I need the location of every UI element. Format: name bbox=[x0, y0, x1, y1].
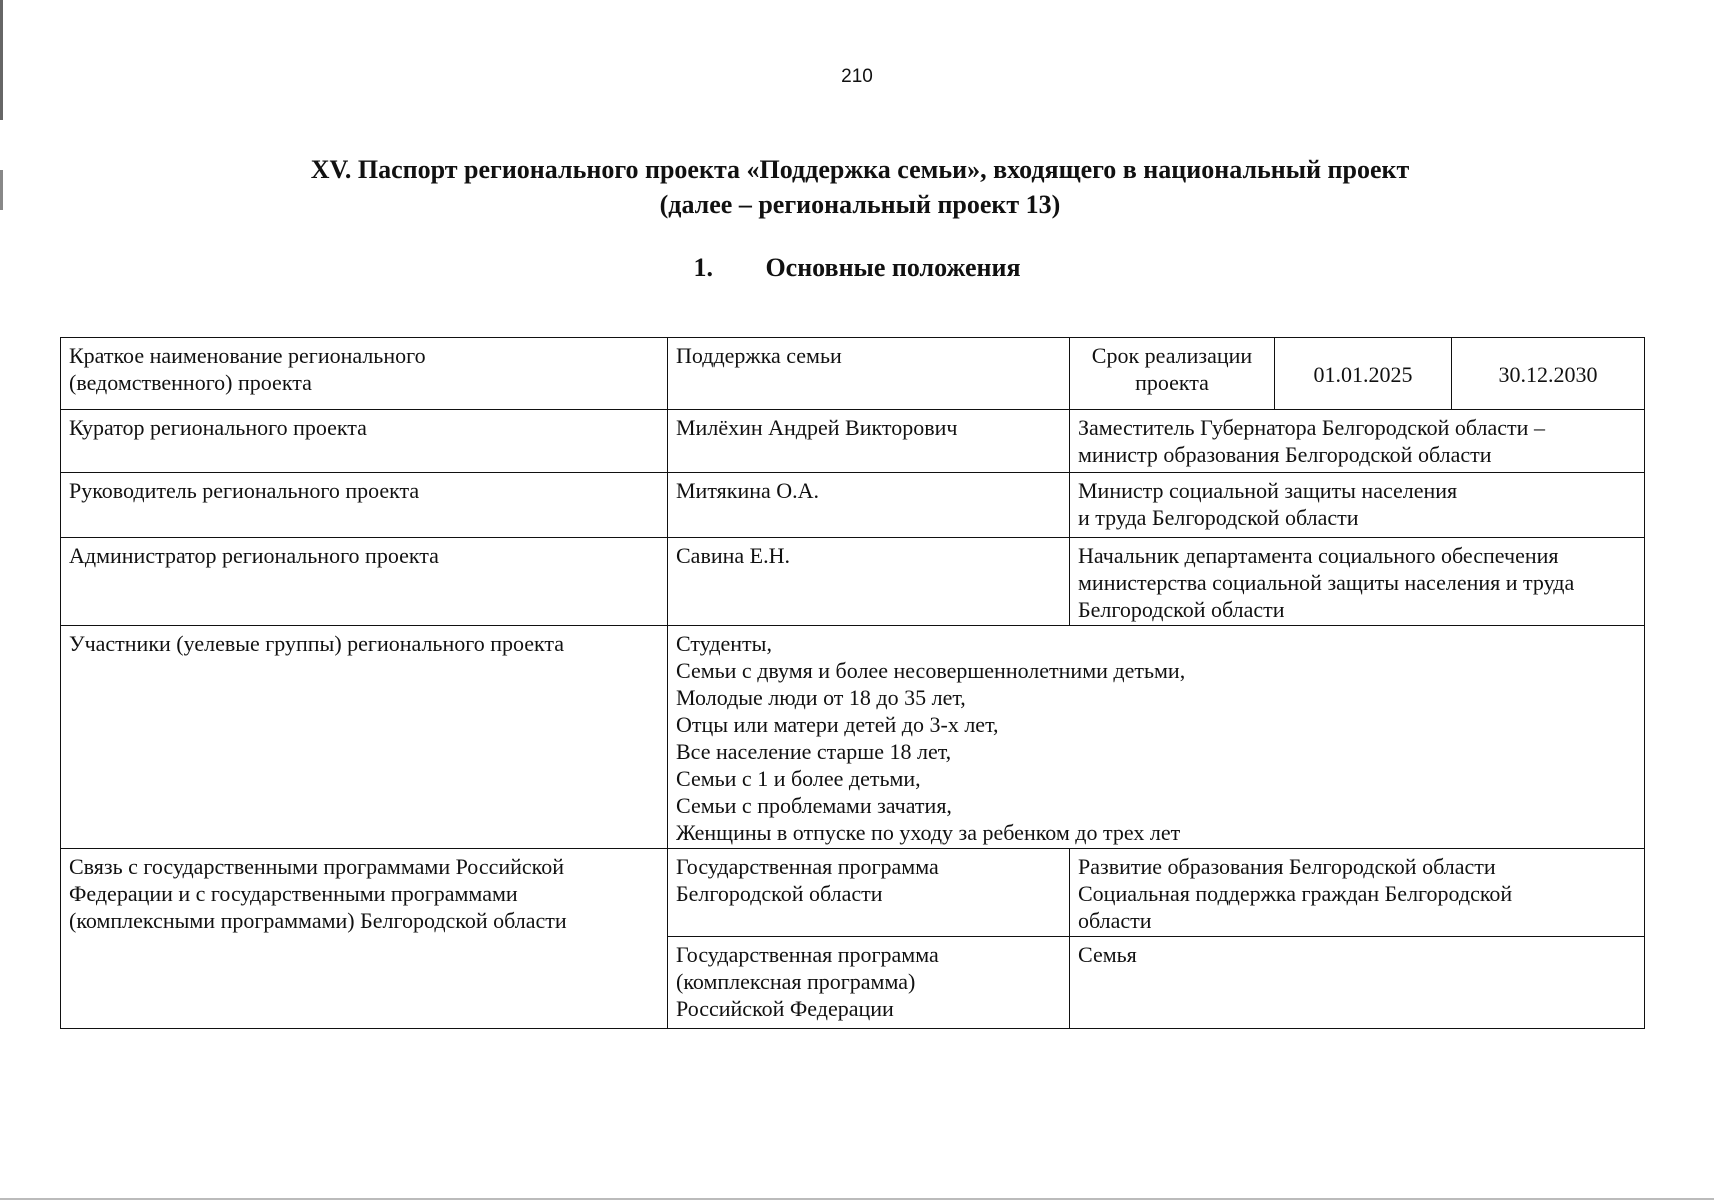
administrator-position-line-2: министерства социальной защиты населения и труда bbox=[1078, 570, 1575, 595]
section-title: Основные положения bbox=[765, 253, 1021, 282]
administrator-label-cell bbox=[61, 538, 668, 626]
administrator-position-line-3: Белгородской области bbox=[1078, 597, 1285, 622]
curator-position-line-1: Заместитель Губернатора Белгородской области – bbox=[1078, 415, 1545, 440]
programs-label-line-1: Связь с государственными программами Российской bbox=[69, 854, 565, 879]
curator-label: Куратор регионального проекта bbox=[69, 415, 367, 440]
table-row-short-name bbox=[61, 338, 1645, 410]
participants-label-cell bbox=[61, 626, 668, 849]
page-number: 210 bbox=[841, 66, 873, 87]
end-date-cell bbox=[1452, 338, 1645, 410]
regional-program-type-cell bbox=[668, 849, 1070, 937]
table-row-participants bbox=[61, 626, 1645, 849]
short-name-label-cell bbox=[61, 338, 668, 410]
short-name-label-line-1: Краткое наименование регионального bbox=[69, 343, 426, 368]
administrator-label: Администратор регионального проекта bbox=[69, 543, 439, 568]
participants-list-cell bbox=[668, 626, 1645, 849]
regional-program-value-line-2: Социальная поддержка граждан Белгородской bbox=[1078, 881, 1513, 906]
head-position-line-2: и труда Белгородской области bbox=[1078, 505, 1359, 530]
participant-item: Студенты, bbox=[676, 631, 772, 656]
programs-label-line-2: Федерации и с государственными программами bbox=[69, 881, 518, 906]
participant-item: Отцы или матери детей до 3-х лет, bbox=[676, 712, 999, 737]
participant-item: Семьи с двумя и более несовершеннолетними детьми, bbox=[676, 658, 1186, 683]
administrator-name-cell bbox=[668, 538, 1070, 626]
participant-item: Семьи с 1 и более детьми, bbox=[676, 766, 921, 791]
federal-program-value: Семья bbox=[1078, 942, 1137, 967]
section-number: 1. bbox=[693, 253, 713, 282]
regional-program-type-line-2: Белгородской области bbox=[676, 881, 883, 906]
federal-program-type-line-1: Государственная программа bbox=[676, 942, 939, 967]
start-date-cell bbox=[1275, 338, 1452, 410]
head-label: Руководитель регионального проекта bbox=[69, 478, 420, 503]
table-row-programs-regional bbox=[61, 849, 1645, 937]
administrator-position-line-1: Начальник департамента социального обеспечения bbox=[1078, 543, 1559, 568]
federal-program-value-cell bbox=[1070, 937, 1645, 1029]
administrator-position-cell bbox=[1070, 538, 1645, 626]
programs-label-line-3: (комплексными программами) Белгородской области bbox=[69, 908, 567, 933]
short-name-value: Поддержка семьи bbox=[676, 343, 842, 368]
participant-item: Женщины в отпуске по уходу за ребенком до трех лет bbox=[676, 820, 1181, 845]
federal-program-type-cell bbox=[668, 937, 1070, 1029]
curator-position-line-2: министр образования Белгородской области bbox=[1078, 442, 1492, 467]
table-row-head bbox=[61, 473, 1645, 538]
participants-label: Участники (уелевые группы) регионального проекта bbox=[69, 631, 565, 656]
short-name-label-line-2: (ведомственного) проекта bbox=[69, 370, 312, 395]
head-name-cell bbox=[668, 473, 1070, 538]
scan-edge-left bbox=[0, 0, 3, 1200]
end-date: 30.12.2030 bbox=[1498, 362, 1598, 387]
participant-item: Молодые люди от 18 до 35 лет, bbox=[676, 685, 966, 710]
participant-item: Все население старше 18 лет, bbox=[676, 739, 952, 764]
head-name: Митякина О.А. bbox=[676, 478, 820, 503]
regional-program-value-cell bbox=[1070, 849, 1645, 937]
curator-name-cell bbox=[668, 410, 1070, 473]
head-label-cell bbox=[61, 473, 668, 538]
participant-item: Семьи с проблемами зачатия, bbox=[676, 793, 952, 818]
head-position-cell bbox=[1070, 473, 1645, 538]
project-passport-table bbox=[60, 337, 1645, 1029]
document-title bbox=[160, 152, 1560, 222]
regional-program-value-line-1: Развитие образования Белгородской области bbox=[1078, 854, 1496, 879]
administrator-name: Савина Е.Н. bbox=[676, 543, 790, 568]
federal-program-type-line-2: (комплексная программа) bbox=[676, 969, 916, 994]
start-date: 01.01.2025 bbox=[1313, 362, 1413, 387]
term-label-cell bbox=[1070, 338, 1275, 410]
table-row-curator bbox=[61, 410, 1645, 473]
curator-name: Милёхин Андрей Викторович bbox=[676, 415, 958, 440]
short-name-value-cell bbox=[668, 338, 1070, 410]
curator-label-cell bbox=[61, 410, 668, 473]
document-title-line-2: (далее – региональный проект 13) bbox=[659, 190, 1061, 219]
head-position-line-1: Министр социальной защиты населения bbox=[1078, 478, 1458, 503]
regional-program-type-line-1: Государственная программа bbox=[676, 854, 939, 879]
federal-program-type-line-3: Российской Федерации bbox=[676, 996, 894, 1021]
curator-position-cell bbox=[1070, 410, 1645, 473]
table-row-administrator bbox=[61, 538, 1645, 626]
regional-program-value-line-3: области bbox=[1078, 908, 1152, 933]
section-heading bbox=[0, 252, 1714, 284]
term-label-line-2: проекта bbox=[1135, 370, 1209, 395]
term-label-line-1: Срок реализации bbox=[1091, 343, 1253, 368]
document-title-line-1: XV. Паспорт регионального проекта «Поддержка семьи», входящего в национальный проект bbox=[310, 155, 1410, 184]
programs-label-cell bbox=[61, 849, 668, 1029]
